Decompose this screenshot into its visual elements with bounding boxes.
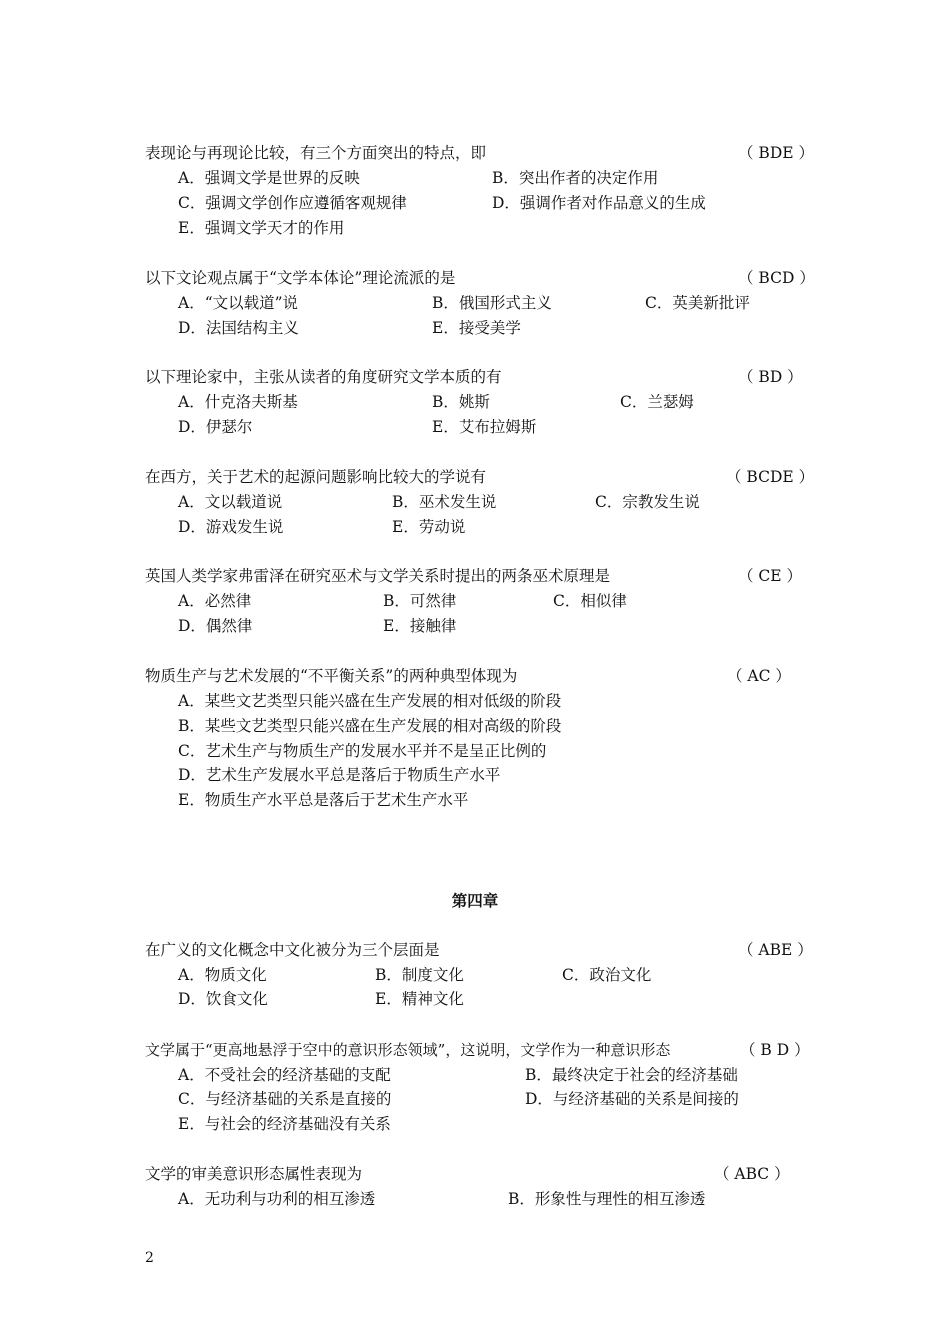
option-d: D．艺术生产发展水平总是落后于物质生产水平 xyxy=(178,766,501,784)
option-e: E．艾布拉姆斯 xyxy=(432,418,537,436)
option-c: C．艺术生产与物质生产的发展水平并不是呈正比例的 xyxy=(178,742,547,760)
option-b: B．突出作者的决定作用 xyxy=(492,169,659,187)
option-b: B．最终决定于社会的经济基础 xyxy=(525,1066,738,1084)
option-b: B．巫术发生说 xyxy=(392,493,497,511)
option-e: E．与社会的经济基础没有关系 xyxy=(178,1115,391,1133)
question-stem: 文学的审美意识形态属性表现为 xyxy=(145,1165,363,1183)
option-e: E．接受美学 xyxy=(432,319,521,337)
option-c: C．相似律 xyxy=(553,592,627,610)
option-a: A．必然律 xyxy=(178,592,252,610)
question-stem: 文学属于“更高地悬浮于空中的意识形态领域”，这说明，文学作为一种意识形态 xyxy=(145,1041,671,1059)
option-b: B．某些文艺类型只能兴盛在生产发展的相对高级的阶段 xyxy=(178,717,562,735)
option-a: A．什克洛夫斯基 xyxy=(178,393,298,411)
page-number: 2 xyxy=(145,1250,154,1266)
answer-key: （ BCD ） xyxy=(738,269,815,287)
option-c: C．与经济基础的关系是直接的 xyxy=(178,1090,392,1108)
option-d: D．饮食文化 xyxy=(178,990,268,1008)
option-b: B．俄国形式主义 xyxy=(432,294,552,312)
option-a: A．不受社会的经济基础的支配 xyxy=(178,1066,391,1084)
option-b: B．姚斯 xyxy=(432,393,490,411)
option-a: A．物质文化 xyxy=(178,966,267,984)
question-stem: 以下理论家中，主张从读者的角度研究文学本质的有 xyxy=(145,368,502,386)
option-d: D．偶然律 xyxy=(178,617,253,635)
answer-key: （ CE ） xyxy=(738,567,803,585)
option-e: E．精神文化 xyxy=(375,990,464,1008)
answer-key: （ BDE ） xyxy=(738,144,814,162)
answer-key: （ BCDE ） xyxy=(726,468,815,486)
option-c: C．英美新批评 xyxy=(645,294,750,312)
option-a: A．文以载道说 xyxy=(178,493,283,511)
answer-key: （ ABC ） xyxy=(714,1165,790,1183)
option-a: A．“文以载道”说 xyxy=(178,294,299,312)
option-d: D．法国结构主义 xyxy=(178,319,299,337)
option-a: A．某些文艺类型只能兴盛在生产发展的相对低级的阶段 xyxy=(178,692,562,710)
option-e: E．强调文学天才的作用 xyxy=(178,219,345,237)
option-b: B．可然律 xyxy=(383,592,457,610)
option-d: D．与经济基础的关系是间接的 xyxy=(525,1090,739,1108)
option-d: D．伊瑟尔 xyxy=(178,418,253,436)
option-e: E．接触律 xyxy=(383,617,457,635)
option-e: E．劳动说 xyxy=(392,518,466,536)
option-d: D．游戏发生说 xyxy=(178,518,284,536)
option-c: C．兰瑟姆 xyxy=(620,393,694,411)
option-d: D．强调作者对作品意义的生成 xyxy=(492,194,706,212)
answer-key: （ B D ） xyxy=(740,1041,810,1059)
option-b: B．制度文化 xyxy=(375,966,464,984)
question-stem: 英国人类学家弗雷泽在研究巫术与文学关系时提出的两条巫术原理是 xyxy=(145,567,611,585)
question-stem: 在广义的文化概念中文化被分为三个层面是 xyxy=(145,941,440,959)
chapter-title: 第四章 xyxy=(451,891,499,910)
question-stem: 在西方，关于艺术的起源问题影响比较大的学说有 xyxy=(145,468,487,486)
option-a: A．强调文学是世界的反映 xyxy=(178,169,360,187)
option-e: E．物质生产水平总是落后于艺术生产水平 xyxy=(178,791,469,809)
option-a: A．无功利与功利的相互渗透 xyxy=(178,1190,376,1208)
option-b: B．形象性与理性的相互渗透 xyxy=(508,1190,706,1208)
option-c: C．政治文化 xyxy=(562,966,652,984)
option-c: C．宗教发生说 xyxy=(595,493,700,511)
answer-key: （ BD ） xyxy=(738,368,803,386)
answer-key: （ ABE ） xyxy=(738,941,813,959)
question-stem: 表现论与再现论比较，有三个方面突出的特点，即 xyxy=(145,144,487,162)
option-c: C．强调文学创作应遵循客观规律 xyxy=(178,194,407,212)
question-stem: 以下文论观点属于“文学本体论”理论流派的是 xyxy=(145,269,456,287)
answer-key: （ AC ） xyxy=(727,667,791,685)
question-stem: 物质生产与艺术发展的“不平衡关系”的两种典型体现为 xyxy=(145,667,518,685)
